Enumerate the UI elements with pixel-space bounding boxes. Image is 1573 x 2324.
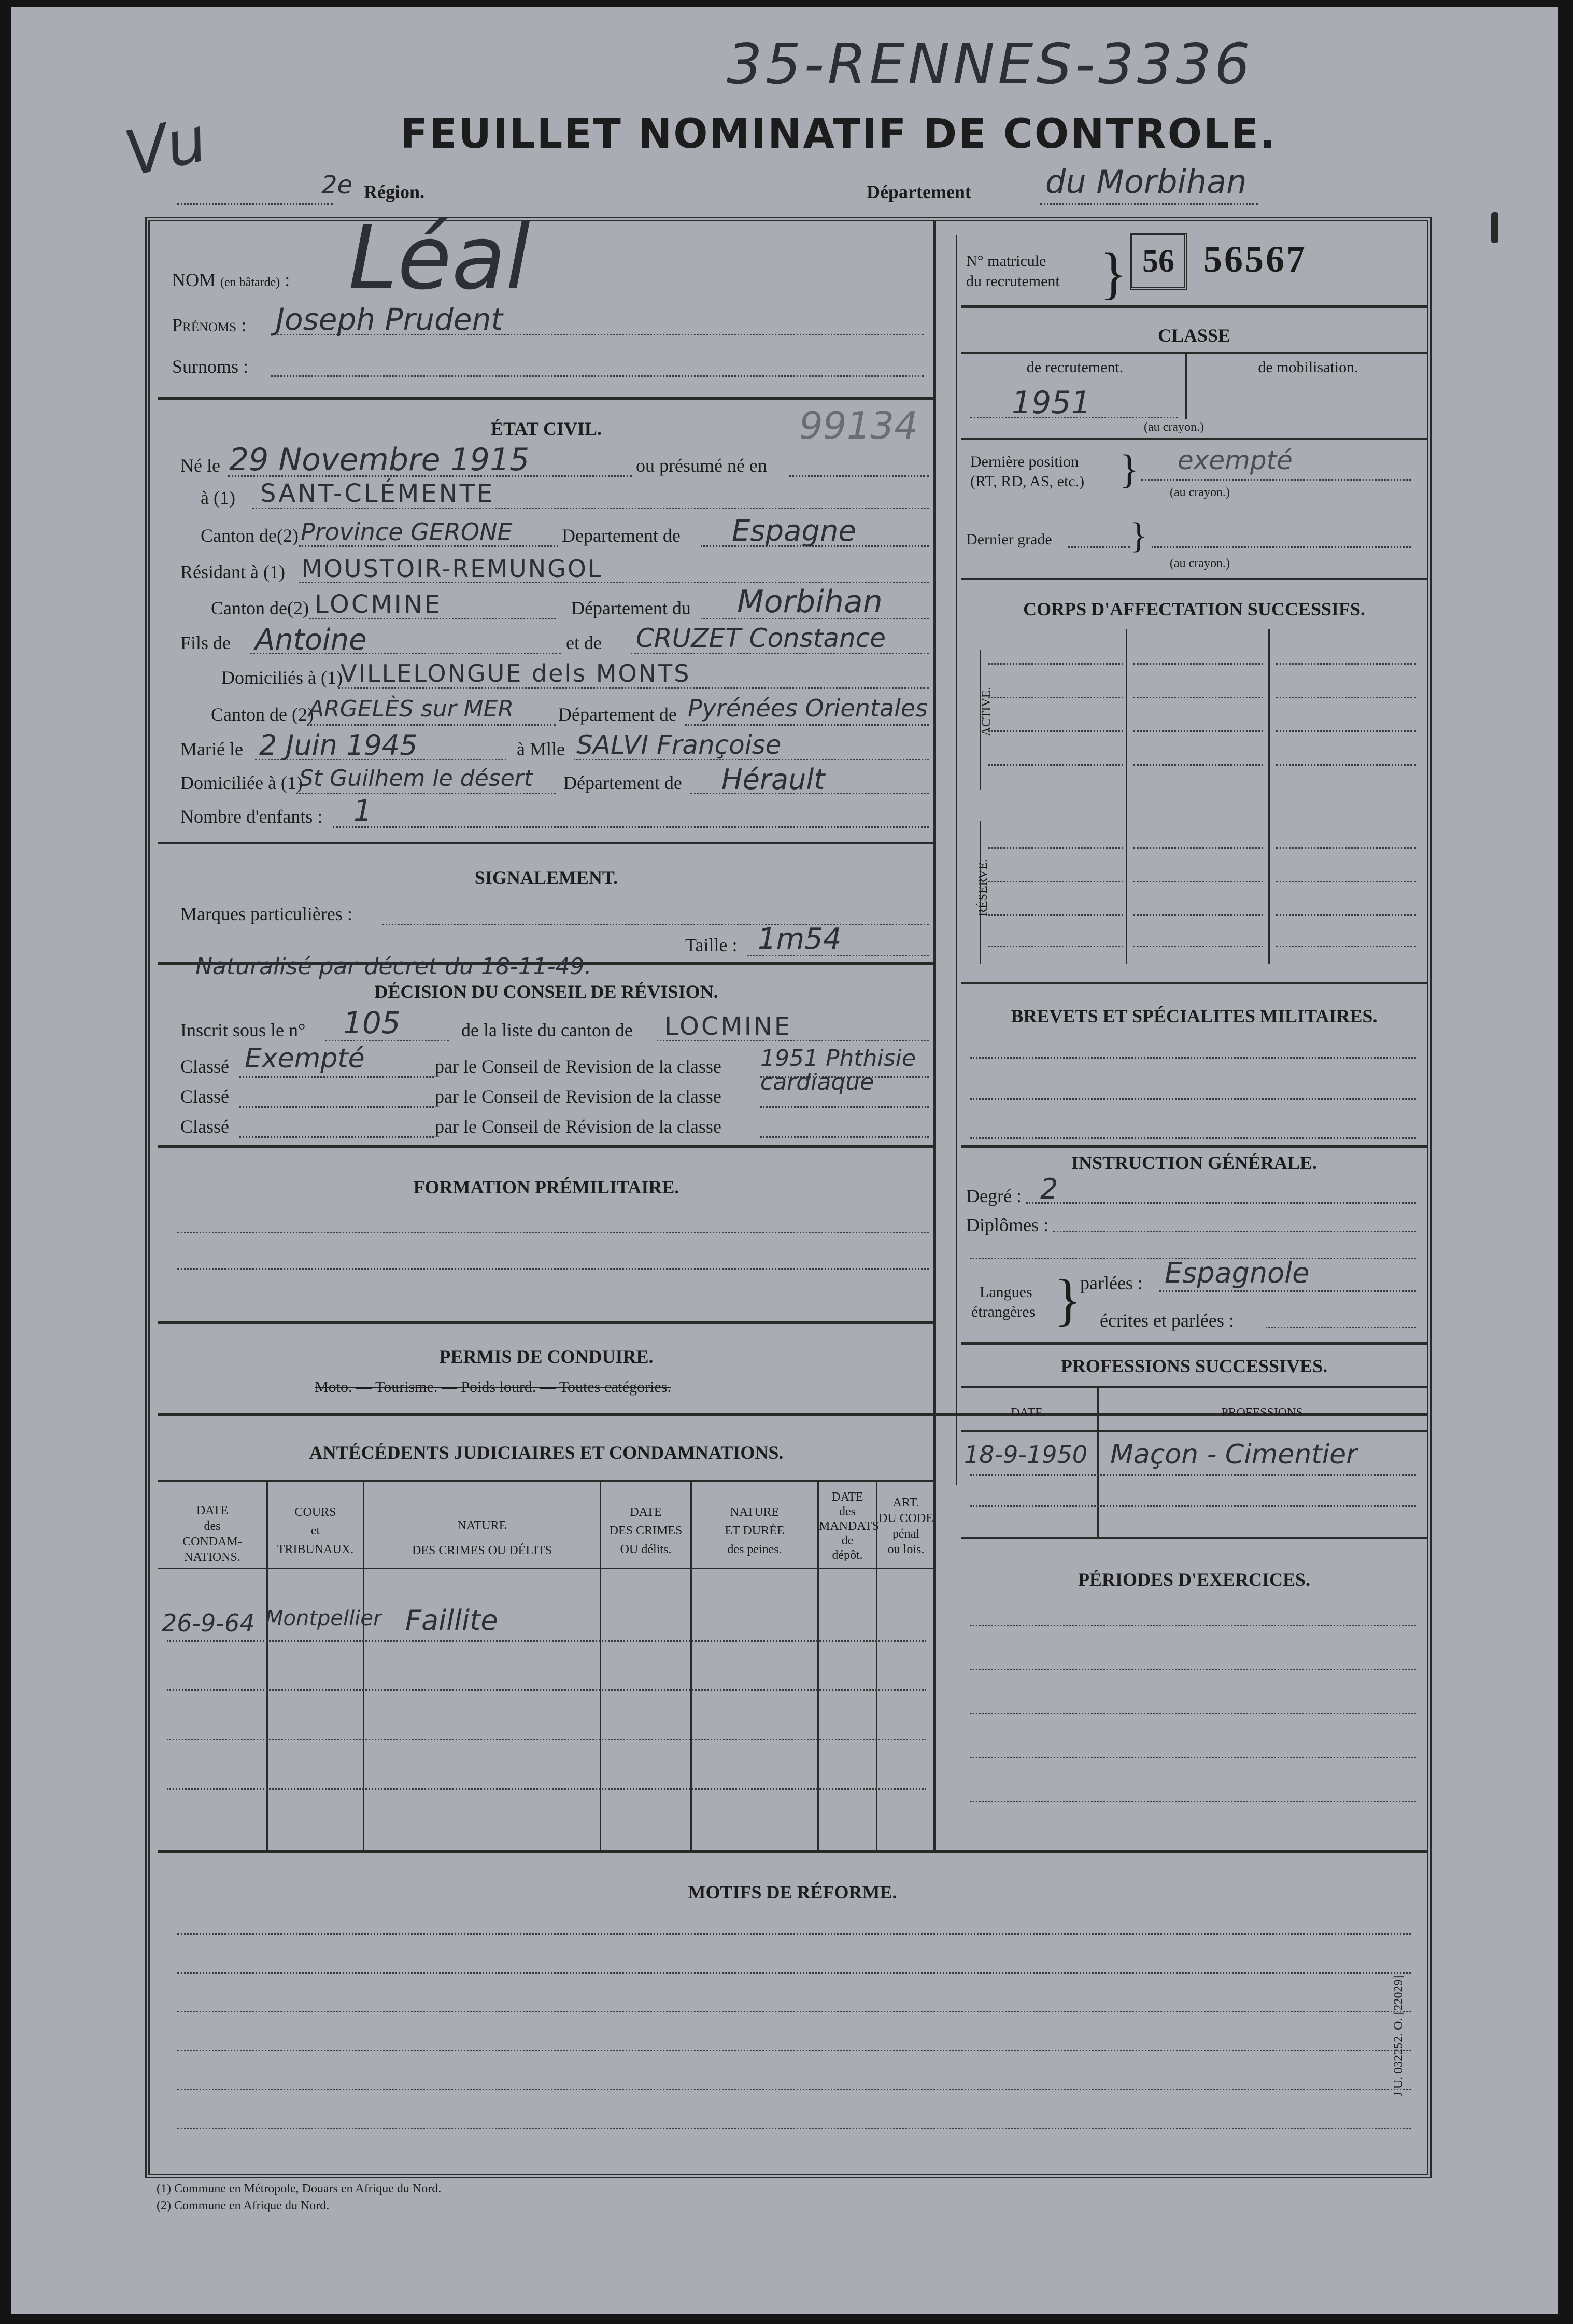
langues-label-2: étrangères <box>971 1303 1036 1320</box>
corps-line-7c <box>1276 914 1416 916</box>
presume-line <box>789 475 929 477</box>
jud-col-date: DATE des CONDAM- NATIONS. <box>182 1504 242 1564</box>
professions-col-sep <box>1097 1386 1099 1537</box>
conseil3-line <box>760 1136 929 1138</box>
archive-reference: 35-RENNES-3336 <box>727 32 1253 97</box>
instruction-heading: INSTRUCTION GÉNÉRALE. <box>1071 1152 1317 1173</box>
ne-le-label: Né le <box>180 455 220 476</box>
et-de-label: et de <box>566 632 602 653</box>
domicilies-label: Domiciliés à (1) <box>221 667 343 688</box>
classe2-line <box>239 1106 434 1108</box>
form-sheet <box>11 7 1558 2314</box>
dernier-grade-line <box>1152 546 1411 548</box>
motifs-line-5 <box>177 2089 1411 2090</box>
liste-value: LOCMINE <box>664 1012 792 1041</box>
conseil2-line <box>760 1106 929 1108</box>
recrutement-label: de recrutement. <box>1026 359 1124 376</box>
jud-row-line-2 <box>167 1689 926 1691</box>
matricule-label-2: du recrutement <box>966 273 1060 290</box>
corps-line-3b <box>1133 730 1263 732</box>
marques-label: Marques particulières : <box>180 904 352 924</box>
footnote-2: (2) Commune en Afrique du Nord. <box>157 2199 330 2213</box>
conseil3-label: par le Conseil de Révision de la classe <box>435 1116 721 1137</box>
periodes-line-1 <box>970 1625 1416 1626</box>
region-label: Région. <box>364 181 424 202</box>
domicilies-line <box>338 687 929 689</box>
parlees-line <box>1159 1290 1416 1292</box>
departement-label: Département <box>867 181 971 202</box>
crayon-label-2: (au crayon.) <box>1170 486 1230 499</box>
surnoms-label: Surnoms : <box>172 356 249 377</box>
corps-line-1c <box>1276 663 1416 665</box>
domiciliee-line <box>296 793 556 794</box>
crayon-label-1: (au crayon.) <box>1144 420 1204 434</box>
corps-line-4c <box>1276 764 1416 766</box>
dernier-grade-dots <box>1068 546 1130 548</box>
crayon-label-3: (au crayon.) <box>1170 557 1230 570</box>
derniere-position-value: exempté <box>1178 445 1293 475</box>
fils-de-value: Antoine <box>255 623 367 657</box>
active-label: ACTIVE. <box>980 687 994 736</box>
corps-line-2c <box>1276 697 1416 698</box>
inscrit-label: Inscrit sous le n° <box>180 1020 306 1040</box>
lieu-naissance-value: SANT-CLÉMENTE <box>260 479 495 508</box>
professions-row1-date: 18-9-1950 <box>964 1441 1088 1469</box>
brevets-line-2 <box>970 1098 1416 1100</box>
canton-residence-label: Canton de(2) <box>211 598 309 618</box>
motifs-heading: MOTIFS DE RÉFORME. <box>688 1882 897 1903</box>
residant-label: Résidant à (1) <box>180 561 285 582</box>
classe-heading: CLASSE <box>1157 325 1231 346</box>
ecrites-line <box>1266 1327 1416 1328</box>
divider-identity <box>158 397 934 400</box>
jud-col-article: ART. DU CODE pénal ou lois. <box>878 1496 933 1556</box>
recrutement-value: 1951 <box>1012 385 1091 421</box>
dep-naissance-value: Espagne <box>732 514 856 548</box>
periodes-line-2 <box>970 1669 1416 1670</box>
nom-label: NOM (en bâtarde) : <box>172 270 290 290</box>
jud-col-mandats: DATE des MANDATS de dépôt. <box>819 1490 880 1562</box>
jud-row1-cours: Montpellier <box>265 1607 382 1630</box>
corps-line-4b <box>1133 764 1263 766</box>
jud-row1-date: 26-9-64 <box>162 1609 255 1637</box>
langues-label-1: Langues <box>980 1284 1032 1301</box>
ne-le-value: 29 Novembre 1915 <box>229 442 530 478</box>
naturalisation-note: Naturalisé par décret du 18-11-49. <box>195 953 592 980</box>
professions-row1-value: Maçon - Cimentier <box>1110 1439 1357 1470</box>
brevets-heading: BREVETS ET SPÉCIALITES MILITAIRES. <box>1011 1006 1378 1026</box>
derniere-position-line <box>1141 479 1411 481</box>
printer-code: J U. 032252. O. [22029] <box>1392 1975 1406 2097</box>
degre-value: 2 <box>1040 1173 1058 1205</box>
marie-label: Marié le <box>180 739 243 759</box>
dernier-grade-brace: } <box>1130 516 1147 556</box>
matricule-brace: } <box>1100 242 1127 305</box>
periodes-heading: PÉRIODES D'EXERCICES. <box>1078 1569 1311 1590</box>
signalement-heading: SIGNALEMENT. <box>474 867 618 888</box>
formation-heading: FORMATION PRÉMILITAIRE. <box>413 1177 679 1198</box>
permis-heading: PERMIS DE CONDUIRE. <box>439 1346 654 1367</box>
jud-col-date-crimes: DATE DES CRIMES OU délits. <box>609 1505 683 1556</box>
professions-header-rule <box>961 1430 1427 1432</box>
classe1-classe-value: 1951 Phthisie cardiaque <box>760 1045 916 1095</box>
fils-de-label: Fils de <box>180 632 231 653</box>
corps-line-8b <box>1133 946 1263 947</box>
brevets-line-1 <box>970 1057 1416 1059</box>
surnoms-line <box>271 375 924 377</box>
initials-mark: Vu <box>119 103 213 191</box>
domiciliee-label: Domiciliée à (1) <box>180 772 303 793</box>
enfants-label: Nombre d'enfants : <box>180 806 323 827</box>
jud-row-line-1 <box>167 1640 926 1642</box>
et-de-value: CRUZET Constance <box>636 623 886 653</box>
dep-parents-value: Pyrénées Orientales <box>688 694 928 722</box>
departement-value: du Morbihan <box>1045 163 1247 201</box>
dernier-grade-label: Dernier grade <box>966 531 1052 548</box>
jud-col-nature: NATURE DES CRIMES OU DÉLITS <box>412 1519 552 1557</box>
right-margin-rule <box>956 235 957 1485</box>
matricule-label-1: N° matricule <box>966 252 1046 270</box>
langues-brace: } <box>1054 1268 1082 1331</box>
conseil2-label: par le Conseil de Revision de la classe <box>435 1086 721 1107</box>
canton-parents-label: Canton de (2) <box>211 704 314 725</box>
corps-line-7a <box>988 914 1123 916</box>
classe-sub-rule <box>961 352 1427 354</box>
binding-hole <box>1491 212 1498 243</box>
domicilies-value: VILLELONGUE dels MONTS <box>341 659 691 687</box>
parlees-value: Espagnole <box>1165 1257 1310 1289</box>
brevets-line-3 <box>970 1137 1416 1139</box>
corps-line-5b <box>1133 847 1263 849</box>
corps-line-8c <box>1276 946 1416 947</box>
corps-col-sep-1 <box>1126 629 1127 964</box>
corps-line-2b <box>1133 697 1263 698</box>
taille-label: Taille : <box>685 935 738 955</box>
diplomes-line <box>1053 1231 1416 1232</box>
corps-line-7b <box>1133 914 1263 916</box>
epouse-label: à Mlle <box>517 739 565 759</box>
divider-corps <box>961 982 1427 984</box>
corps-line-8a <box>988 946 1123 947</box>
divider-etat-civil <box>158 842 934 844</box>
periodes-line-5 <box>970 1801 1416 1802</box>
periodes-line-4 <box>970 1757 1416 1758</box>
region-value: 2e <box>321 171 353 200</box>
epouse-value: SALVI Françoise <box>576 730 782 760</box>
marques-line <box>382 924 929 925</box>
corps-line-6c <box>1276 881 1416 882</box>
divider-revision <box>158 1145 934 1148</box>
formation-line-2 <box>177 1268 929 1270</box>
departement-line <box>1040 203 1258 205</box>
conseil1-label: par le Conseil de Revision de la classe <box>435 1056 721 1077</box>
professions-col-label: PROFESSIONS. <box>1221 1406 1306 1419</box>
formation-line-1 <box>177 1232 929 1233</box>
corps-line-3a <box>988 730 1123 732</box>
reserve-label: RÉSERVE. <box>976 859 990 917</box>
divider-brevets <box>961 1145 1427 1148</box>
domiciliee-value: St Guilhem le désert <box>299 765 533 792</box>
divider-instruction <box>961 1342 1427 1345</box>
divider-matricule <box>961 305 1427 308</box>
dep-parents-label: Département de <box>558 704 677 725</box>
corps-heading: CORPS D'AFFECTATION SUCCESSIFS. <box>1023 599 1365 619</box>
dep-epouse-label: Département de <box>563 772 682 793</box>
derniere-position-brace: } <box>1119 446 1139 491</box>
column-divider <box>933 221 936 1507</box>
derniere-position-label-2: (RT, RD, AS, etc.) <box>970 473 1085 490</box>
divider-classe <box>961 438 1427 440</box>
jud-row-line-3 <box>167 1739 926 1740</box>
classe2-label: Classé <box>180 1086 229 1107</box>
divider-grade <box>961 578 1427 580</box>
mobilisation-label: de mobilisation. <box>1258 359 1358 376</box>
parlees-label: parlées : <box>1080 1273 1143 1293</box>
inscrit-value: 105 <box>343 1005 401 1040</box>
liste-label: de la liste du canton de <box>461 1020 633 1040</box>
derniere-position-label-1: Dernière position <box>970 453 1079 470</box>
judiciaires-heading: ANTÉCÉDENTS JUDICIAIRES ET CONDAMNATIONS. <box>309 1442 784 1463</box>
jud-col-peines: NATURE ET DURÉE des peines. <box>725 1505 785 1556</box>
motifs-line-1 <box>177 1933 1411 1935</box>
professions-date-label: DATE. <box>1011 1406 1046 1419</box>
enfants-value: 1 <box>353 794 372 828</box>
corps-line-4a <box>988 764 1123 766</box>
degre-line <box>1026 1202 1416 1204</box>
column-divider-lower <box>933 1507 936 1852</box>
divider-formation <box>158 1321 934 1324</box>
motifs-line-2 <box>177 1972 1411 1974</box>
classe-col-sep <box>1185 352 1187 419</box>
corps-line-5a <box>988 847 1123 849</box>
prenoms-label: Prénoms : <box>172 315 247 335</box>
classe1-value: Exempté <box>245 1043 365 1074</box>
prenoms-value: Joseph Prudent <box>276 302 503 337</box>
footnote-1: (1) Commune en Métropole, Douars en Afrique du Nord. <box>157 2182 442 2195</box>
canton-parents-value: ARGELÈS sur MER <box>308 696 514 722</box>
permis-categories: Moto. — Tourisme. — Poids lourd. — Toutes catégories. <box>315 1378 671 1396</box>
form-title: FEUILLET NOMINATIF DE CONTROLE. <box>400 111 1277 158</box>
nom-value: Léal <box>348 207 530 309</box>
dep-parents-line <box>685 724 929 726</box>
periodes-line-3 <box>970 1713 1416 1714</box>
corps-line-6a <box>988 881 1123 882</box>
marie-value: 2 Juin 1945 <box>259 729 418 762</box>
canton-parents-line <box>307 724 556 726</box>
residant-value: MOUSTOIR-REMUNGOL <box>302 555 603 583</box>
classe3-line <box>239 1136 434 1138</box>
diplomes-label: Diplômes : <box>966 1215 1048 1235</box>
dep-residence-value: Morbihan <box>737 584 883 620</box>
presume-label: ou présumé né en <box>636 455 767 476</box>
matricule-box: 56 <box>1130 233 1187 290</box>
corps-line-2a <box>988 697 1123 698</box>
canton-residence-value: LOCMINE <box>315 590 443 619</box>
jud-col-cours: COURS et TRIBUNAUX. <box>277 1505 354 1556</box>
matricule-number: 56567 <box>1203 238 1307 280</box>
corps-line-1b <box>1133 663 1263 665</box>
motifs-line-4 <box>177 2050 1411 2051</box>
divider-motifs <box>158 1850 1427 1853</box>
region-line <box>177 203 333 205</box>
taille-value: 1m54 <box>758 922 842 956</box>
jud-row-line-4 <box>167 1788 926 1790</box>
ecrites-label: écrites et parlées : <box>1100 1310 1234 1331</box>
professions-header-top <box>961 1386 1427 1388</box>
professions-line-2 <box>970 1505 1416 1507</box>
registry-stamp: 99134 <box>799 404 918 447</box>
corps-col-sep-2 <box>1268 629 1270 964</box>
canton-naissance-label: Canton de(2) <box>201 525 299 546</box>
professions-line-1 <box>970 1474 1416 1476</box>
motifs-line-6 <box>177 2128 1411 2129</box>
motifs-line-3 <box>177 2011 1411 2012</box>
classe3-label: Classé <box>180 1116 229 1137</box>
etat-civil-heading: ÉTAT CIVIL. <box>490 418 602 439</box>
corps-line-3c <box>1276 730 1416 732</box>
enfants-line <box>333 826 929 828</box>
professions-heading: PROFESSIONS SUCCESSIVES. <box>1060 1356 1328 1376</box>
classe1-label: Classé <box>180 1056 229 1077</box>
corps-line-1a <box>988 663 1123 665</box>
dep-residence-label: Département du <box>571 598 691 618</box>
revision-heading: DÉCISION DU CONSEIL DE RÉVISION. <box>374 981 718 1002</box>
divider-professions <box>961 1537 1427 1539</box>
dep-epouse-value: Hérault <box>721 763 825 796</box>
degre-label: Degré : <box>966 1186 1022 1206</box>
dep-naissance-label: Departement de <box>562 525 681 546</box>
corps-line-6b <box>1133 881 1263 882</box>
lieu-naissance-label: à (1) <box>201 487 235 508</box>
jud-row1-nature: Faillite <box>405 1604 498 1637</box>
classe1-line <box>239 1076 434 1078</box>
canton-naissance-value: Province GERONE <box>301 518 513 546</box>
corps-line-5c <box>1276 847 1416 849</box>
